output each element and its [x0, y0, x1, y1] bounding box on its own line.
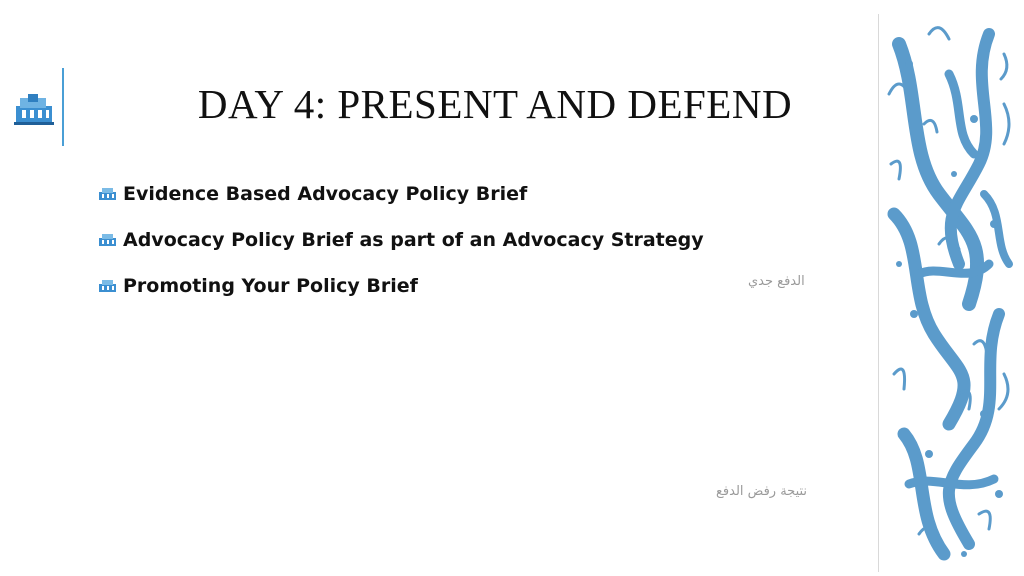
slide-title: DAY 4: PRESENT AND DEFEND: [197, 81, 793, 127]
arabic-note: نتيجة رفض الدفع: [716, 484, 808, 499]
bullet-item: [98, 178, 704, 210]
bullet-label: Advocacy Policy Brief as part of an Advocacy Strategy: [123, 229, 704, 251]
bullet-label: Promoting Your Policy Brief: [123, 275, 418, 297]
building-bullet-icon: [98, 186, 118, 202]
bullet-item: [98, 270, 704, 302]
building-bullet-icon: [98, 232, 118, 248]
bullet-list: [98, 178, 704, 316]
building-bullet-icon: [98, 278, 118, 294]
vertical-divider: [62, 68, 64, 146]
bullet-label: Evidence Based Advocacy Policy Brief: [123, 183, 528, 205]
arabic-calligraphy-decoration: [879, 14, 1021, 572]
arabic-note: الدفع جدي: [748, 274, 805, 289]
building-logo-icon: [14, 92, 56, 126]
bullet-item: [98, 224, 704, 256]
calligraphy-panel: [878, 14, 1021, 572]
